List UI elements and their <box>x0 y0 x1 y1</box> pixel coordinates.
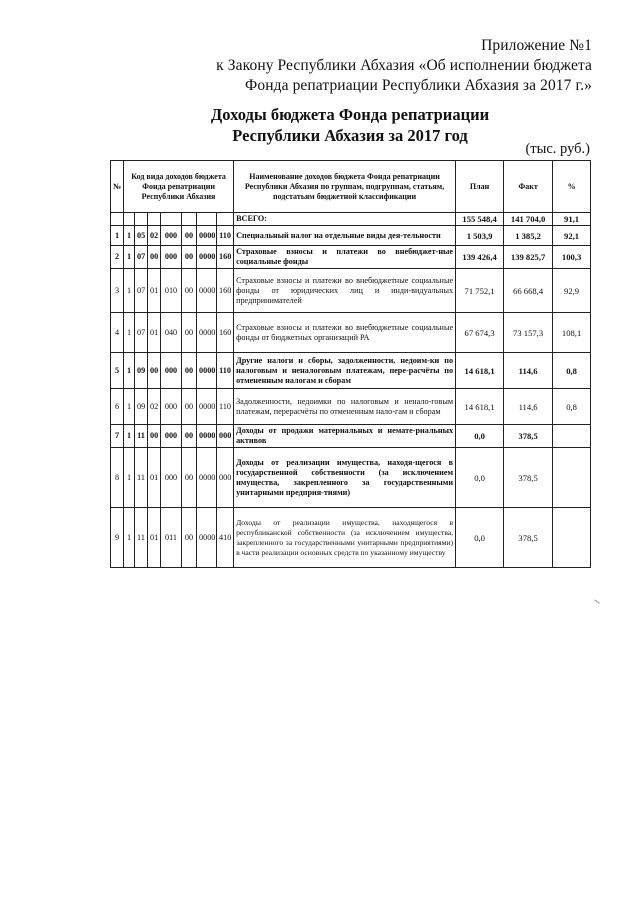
code-part: 000 <box>161 448 182 508</box>
code-part: 160 <box>217 246 234 269</box>
total-label: ВСЕГО: <box>234 213 456 226</box>
total-row <box>111 213 591 226</box>
revenue-name: Страховые взносы и платежи во внебюджетные социальные фонды от бюджетных организаций РА <box>234 313 456 353</box>
code-part: 0000 <box>197 448 217 508</box>
code-part: 1 <box>124 246 135 269</box>
table-row <box>111 269 591 313</box>
total-plan: 155 548,4 <box>456 213 504 226</box>
table-header-row <box>111 161 591 213</box>
code-part: 0000 <box>197 353 217 389</box>
code-part: 00 <box>148 246 161 269</box>
code-part: 000 <box>161 246 182 269</box>
revenue-name: Доходы от реализации имущества, находя-щегося в государственной собственности (за исключением имущества, закрепленного за государственными унитарными предприя-тиями) <box>234 448 456 508</box>
row-number: 9 <box>111 508 124 568</box>
plan-value: 71 752,1 <box>456 269 504 313</box>
plan-value: 0,0 <box>456 448 504 508</box>
code-part: 0000 <box>197 246 217 269</box>
code-part: 1 <box>124 425 135 448</box>
percent-value: 92,9 <box>553 269 591 313</box>
code-part: 00 <box>182 353 197 389</box>
plan-value: 139 426,4 <box>456 246 504 269</box>
code-part: 00 <box>182 508 197 568</box>
code-part: 05 <box>135 226 148 246</box>
code-part: 010 <box>161 269 182 313</box>
code-part: 160 <box>217 313 234 353</box>
table-row <box>111 313 591 353</box>
code-part: 160 <box>217 269 234 313</box>
code-part: 1 <box>124 448 135 508</box>
code-part: 1 <box>124 389 135 425</box>
code-part: 1 <box>124 508 135 568</box>
code-part: 410 <box>217 508 234 568</box>
plan-value: 67 674,3 <box>456 313 504 353</box>
code-part: 00 <box>182 448 197 508</box>
fact-value: 139 825,7 <box>504 246 553 269</box>
appendix-line-1: Приложение №1 <box>481 37 592 54</box>
code-part: 0000 <box>197 226 217 246</box>
row-number: 6 <box>111 389 124 425</box>
code-part: 0000 <box>197 389 217 425</box>
code-part: 01 <box>148 448 161 508</box>
row-number: 1 <box>111 226 124 246</box>
appendix-line-3: Фонда репатриации Республики Абхазия за 2017 г.» <box>245 77 592 94</box>
document-title <box>0 104 640 146</box>
percent-value <box>553 425 591 448</box>
revenue-name: Доходы от продажи материальных и немате-риальных активов <box>234 425 456 448</box>
percent-value <box>553 508 591 568</box>
header-name: Наименование доходов бюджета Фонда репатриации Республики Абхазия по группам, подгруппам, статьям, подстатьям бюджетной классификации <box>234 161 456 213</box>
row-number: 2 <box>111 246 124 269</box>
code-part: 110 <box>217 389 234 425</box>
code-part: 00 <box>182 313 197 353</box>
code-part: 01 <box>148 269 161 313</box>
code-part: 1 <box>124 313 135 353</box>
revenue-table <box>110 160 591 568</box>
units-label: (тыс. руб.) <box>525 141 590 157</box>
title-line-1: Доходы бюджета Фонда репатриации <box>210 105 490 124</box>
code-part: 000 <box>217 425 234 448</box>
code-part: 01 <box>148 508 161 568</box>
plan-value: 14 618,1 <box>456 389 504 425</box>
plan-value: 14 618,1 <box>456 353 504 389</box>
percent-value: 92,1 <box>553 226 591 246</box>
revenue-name: Страховые взносы и платежи во внебюджет-ные социальные фонды <box>234 246 456 269</box>
code-part: 011 <box>161 508 182 568</box>
percent-value: 100,3 <box>553 246 591 269</box>
header-code: Код вида доходов бюджета Фонда репатриации Республики Абхазия <box>124 161 234 213</box>
code-part: 1 <box>124 226 135 246</box>
code-part: 00 <box>182 425 197 448</box>
table-row <box>111 425 591 448</box>
table-row <box>111 508 591 568</box>
code-part: 000 <box>161 389 182 425</box>
fact-value: 378,5 <box>504 448 553 508</box>
total-percent: 91,1 <box>553 213 591 226</box>
fact-value: 114,6 <box>504 353 553 389</box>
code-part: 00 <box>182 246 197 269</box>
fact-value: 66 668,4 <box>504 269 553 313</box>
header-percent: % <box>553 161 591 213</box>
revenue-name: Страховые взносы и платежи во внебюджетные социальные фонды от юридических лиц и инди-видуальных предпринимателей <box>234 269 456 313</box>
code-part: 0000 <box>197 313 217 353</box>
table-row <box>111 389 591 425</box>
code-part: 00 <box>182 226 197 246</box>
code-part: 01 <box>148 313 161 353</box>
revenue-name: Другие налоги и сборы, задолженности, недоим-ки по налоговым и неналоговым платежам, пере-расчёты по отмененным налогам и сборам <box>234 353 456 389</box>
code-part: 110 <box>217 353 234 389</box>
code-part: 02 <box>148 389 161 425</box>
code-part: 02 <box>148 226 161 246</box>
code-part: 07 <box>135 246 148 269</box>
fact-value: 114,6 <box>504 389 553 425</box>
header-number: № <box>111 161 124 213</box>
fact-value: 378,5 <box>504 508 553 568</box>
plan-value: 0,0 <box>456 425 504 448</box>
code-part: 000 <box>161 226 182 246</box>
table-row <box>111 246 591 269</box>
header-plan: План <box>456 161 504 213</box>
code-part: 11 <box>135 448 148 508</box>
code-part: 00 <box>182 269 197 313</box>
plan-value: 1 503,9 <box>456 226 504 246</box>
code-part: 040 <box>161 313 182 353</box>
code-part: 0000 <box>197 269 217 313</box>
appendix-header <box>172 36 592 96</box>
total-fact: 141 704,0 <box>504 213 553 226</box>
row-number: 4 <box>111 313 124 353</box>
table-row <box>111 353 591 389</box>
code-part: 000 <box>217 448 234 508</box>
code-part: 11 <box>135 425 148 448</box>
percent-value: 0,8 <box>553 389 591 425</box>
code-part: 07 <box>135 313 148 353</box>
percent-value: 0,8 <box>553 353 591 389</box>
fact-value: 378,5 <box>504 425 553 448</box>
revenue-name: Задолженности, недоимки по налоговым и ненало-говым платежам, перерасчёты по отмененным нало-гам и сборам <box>234 389 456 425</box>
code-part: 1 <box>124 269 135 313</box>
table-row <box>111 226 591 246</box>
code-part: 09 <box>135 353 148 389</box>
appendix-line-2: к Закону Республики Абхазия «Об исполнении бюджета <box>216 57 592 74</box>
revenue-name: Специальный налог на отдельные виды дея-тельности <box>234 226 456 246</box>
title-line-2: Республики Абхазия за 2017 год <box>232 126 468 145</box>
code-part: 110 <box>217 226 234 246</box>
table-row <box>111 448 591 508</box>
percent-value <box>553 448 591 508</box>
code-part: 00 <box>148 353 161 389</box>
row-number: 8 <box>111 448 124 508</box>
code-part: 0000 <box>197 425 217 448</box>
row-number: 5 <box>111 353 124 389</box>
code-part: 000 <box>161 425 182 448</box>
fact-value: 1 385,2 <box>504 226 553 246</box>
code-part: 00 <box>182 389 197 425</box>
code-part: 1 <box>124 353 135 389</box>
code-part: 00 <box>148 425 161 448</box>
percent-value: 108,1 <box>553 313 591 353</box>
fact-value: 73 157,3 <box>504 313 553 353</box>
code-part: 07 <box>135 269 148 313</box>
row-number: 3 <box>111 269 124 313</box>
header-fact: Факт <box>504 161 553 213</box>
scan-mark <box>594 599 599 603</box>
code-part: 0000 <box>197 508 217 568</box>
code-part: 09 <box>135 389 148 425</box>
code-part: 000 <box>161 353 182 389</box>
code-part: 11 <box>135 508 148 568</box>
plan-value: 0,0 <box>456 508 504 568</box>
revenue-name: Доходы от реализации имущества, находящегося в республиканской собственности (за исключением имущества, закрепленного за государственными унитарными предприятиями) в части реализации основных средств по указанному имуществу <box>234 508 456 568</box>
row-number: 7 <box>111 425 124 448</box>
